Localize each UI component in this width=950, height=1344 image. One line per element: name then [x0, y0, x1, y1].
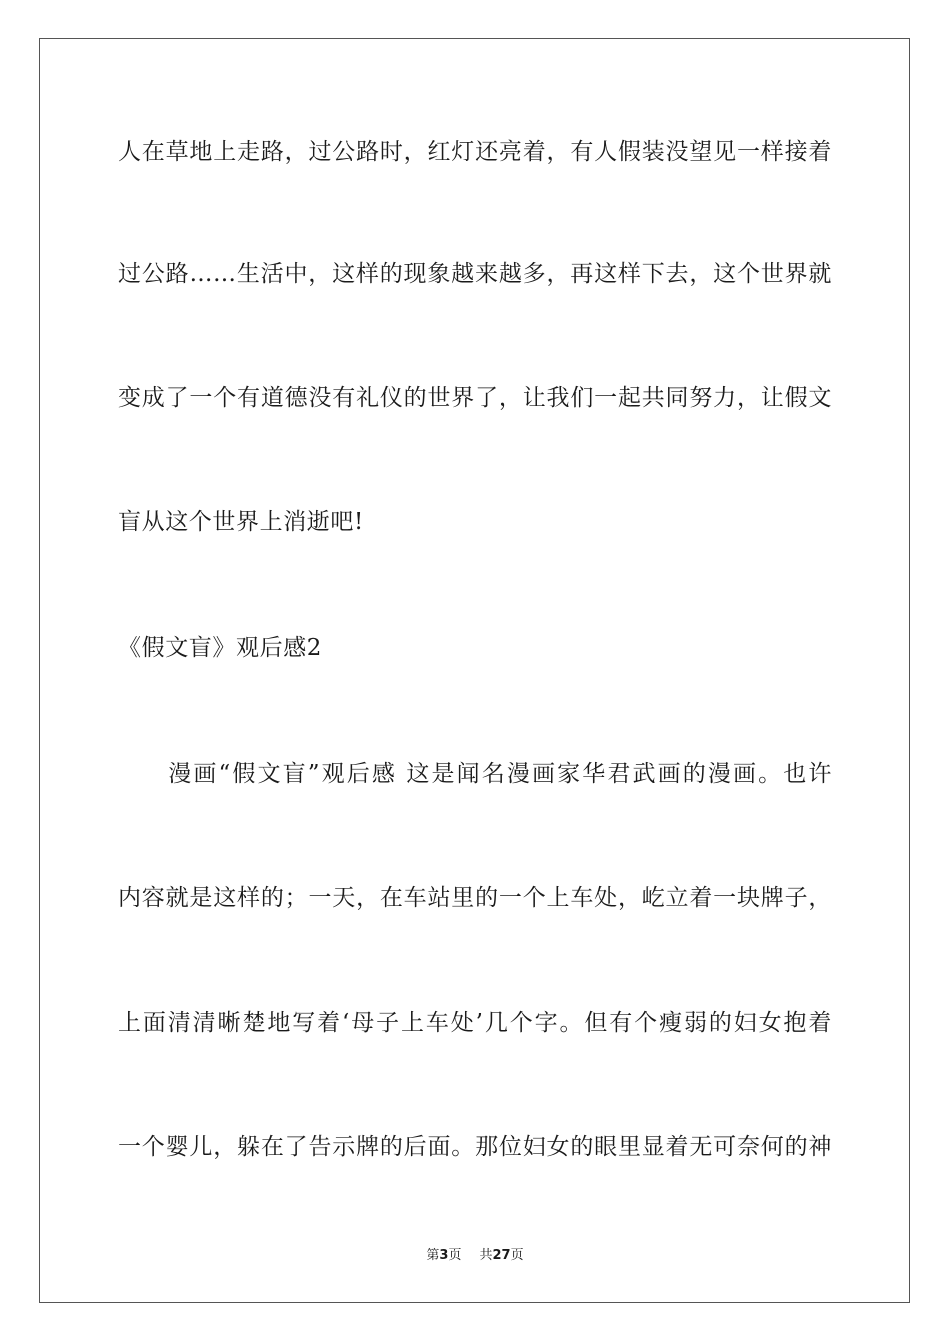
body-line-4: 盲从这个世界上消逝吧! — [118, 509, 364, 535]
page-footer — [0, 1247, 950, 1265]
page-number: 3 — [439, 1248, 449, 1263]
section-title: 《假文盲》观后感2 — [118, 635, 323, 661]
section-line-4: 一个婴儿，躲在了告示牌的后面。那位妇女的眼里显着无可奈何的神 — [118, 1134, 832, 1160]
body-line-3: 变成了一个有道德没有礼仪的世界了，让我们一起共同努力，让假文 — [118, 385, 832, 411]
total-suffix: 页 — [510, 1248, 524, 1263]
section-line-3: 上面清清晰楚地写着‘母子上车处’几个字。但有个瘦弱的妇女抱着 — [118, 1010, 832, 1036]
section-line-1: 漫画“假文盲”观后感 这是闻名漫画家华君武画的漫画。也许 — [118, 761, 832, 787]
total-prefix: 共 — [479, 1248, 493, 1263]
page-suffix: 页 — [448, 1248, 462, 1263]
page-prefix: 第 — [426, 1248, 440, 1263]
body-line-1: 人在草地上走路，过公路时，红灯还亮着，有人假装没望见一样接着 — [118, 139, 832, 165]
section-line-2: 内容就是这样的；一天，在车站里的一个上车处，屹立着一块牌子， — [118, 885, 832, 911]
body-line-2: 过公路……生活中，这样的现象越来越多，再这样下去，这个世界就 — [118, 261, 832, 287]
total-pages: 27 — [492, 1248, 511, 1263]
page-border — [39, 38, 910, 1303]
